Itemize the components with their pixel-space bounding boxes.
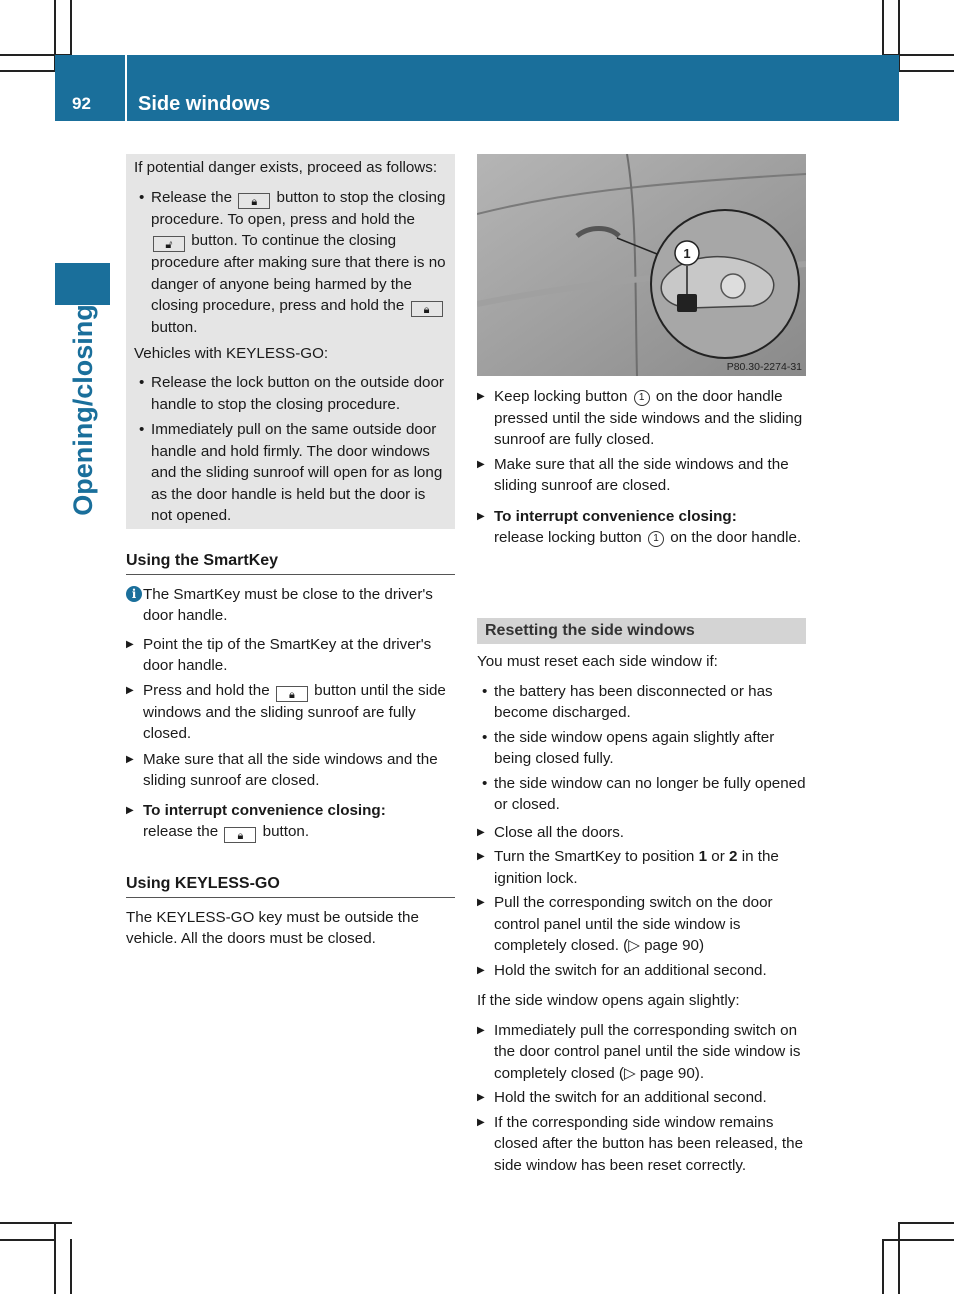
figure-code: P80.30-2274-31 [726,361,802,373]
door-handle-photo [477,154,806,376]
crop-mark [882,0,884,55]
step-item: ▶ Hold the switch for an additional second. [477,960,807,982]
crop-mark [899,70,954,72]
crop-mark [70,1239,72,1294]
door-illustration [477,154,806,376]
section-title: Side windows [138,93,271,115]
info-icon: i [126,586,142,602]
warning-intro: If potential danger exists, proceed as follows: [134,159,438,176]
step-item: ▶ To interrupt convenience closing: release the 🔒︎ button. [126,800,455,844]
keyless-heading: Using KEYLESS-GO [126,873,455,898]
reset-intro: You must reset each side window if: [477,653,718,670]
smartkey-heading: Using the SmartKey [126,550,455,575]
reset-heading: Resetting the side windows [485,622,695,639]
header-divider [125,55,127,121]
right-steps [477,386,807,549]
warning-item: • Release the lock button on the outside door handle to stop the closing procedure. [134,372,450,415]
step-item: ▶ Immediately pull the corresponding switch on the door control panel until the side window is completely closed (▷ page 90). [477,1020,807,1085]
crop-mark [898,1222,900,1294]
lock-icon: 🔒︎ [224,827,256,843]
crop-mark [899,1222,954,1224]
smartkey-section [126,550,455,843]
crop-mark [0,1222,72,1224]
keyless-section [126,873,455,950]
callout-ref: 1 [648,531,664,547]
step-item: ▶ To interrupt convenience closing: release locking button 1 on the door handle. [477,506,807,549]
crop-mark [882,1239,954,1241]
lock-icon: 🔒︎ [276,686,308,702]
crop-mark [882,1239,884,1294]
lock-icon: 🔒︎ [411,301,443,317]
step-item: ▶ Make sure that all the side windows and the sliding sunroof are closed. [477,454,807,497]
step-item: ▶ If the corresponding side window remains closed after the button has been released, the side window has been reset correctly. [477,1112,807,1177]
crop-mark [0,70,55,72]
step-item: ▶ Point the tip of the SmartKey at the driver's door handle. [126,634,455,677]
keyless-text: The KEYLESS-GO key must be outside the vehicle. All the doors must be closed. [126,908,419,947]
warning-item: • Release the 🔒︎ button to stop the closing procedure. To open, press and hold the 🔓︎ button. To continue the closing procedure after making sure that there is no danger of anyone being harmed by the closing procedure, press and hold the 🔒︎ button. [134,187,450,339]
keyless-label: Vehicles with KEYLESS-GO: [134,344,329,362]
condition-item: • the side window opens again slightly after being closed fully. [477,727,807,770]
step-item: ▶ Close all the doors. [477,822,807,844]
reset-section [477,651,807,1176]
crop-mark [0,1239,55,1241]
step-item: ▶ Press and hold the 🔒︎ button until the side windows and the sliding sunroof are fully closed. [126,680,455,745]
step-item: ▶ Make sure that all the side windows and the sliding sunroof are closed. [126,749,455,792]
step-item: ▶ Pull the corresponding switch on the door control panel until the side window is completely closed. (▷ page 90) [477,892,807,957]
crop-mark [54,1222,56,1294]
lock-icon: 🔒︎ [238,193,270,209]
condition-item: • the side window can no longer be fully opened or closed. [477,773,807,816]
side-tab-marker [55,263,110,305]
chapter-label: Opening/closing [68,304,98,516]
callout-ref: 1 [634,390,650,406]
unlock-icon: 🔓︎ [153,236,185,252]
reset-heading-bar [477,618,806,644]
page-number: 92 [72,94,91,113]
step-item: ▶ Keep locking button 1 on the door handle pressed until the side windows and the sliding sunroof are fully closed. [477,386,807,451]
if-again-label: If the side window opens again slightly: [477,992,740,1009]
condition-item: • the battery has been disconnected or has become discharged. [477,681,807,724]
info-note: i The SmartKey must be close to the driver's door handle. [126,584,455,627]
step-item: ▶ Hold the switch for an additional second. [477,1087,807,1109]
callout-number: 1 [683,246,691,261]
step-item: ▶ Turn the SmartKey to position 1 or 2 in the ignition lock. [477,846,807,889]
warning-item: • Immediately pull on the same outside door handle and hold firmly. The door windows and the sliding sunroof will open for as long as the door handle is held but the door is not opened. [134,419,450,527]
crop-mark [70,0,72,55]
warning-content [134,157,450,527]
